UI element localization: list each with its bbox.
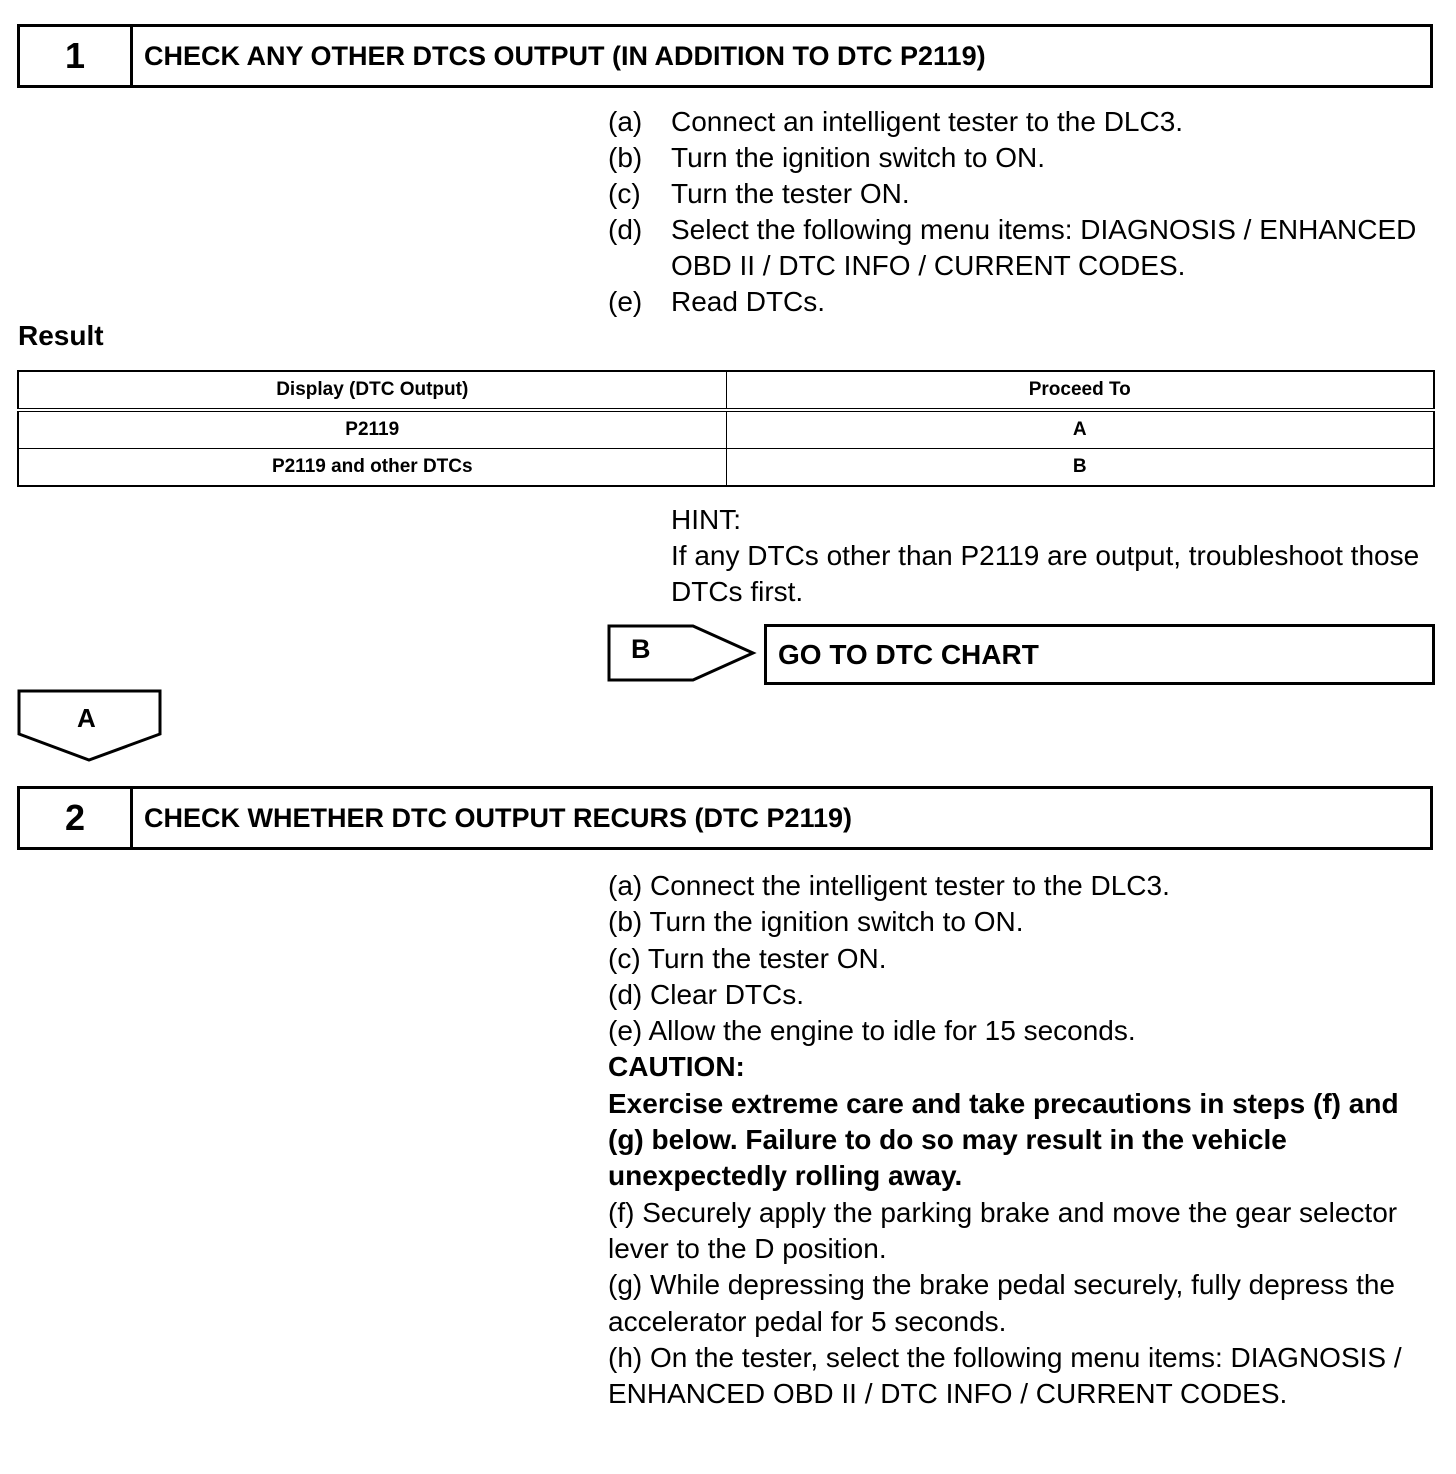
table-cell: P2119 bbox=[18, 410, 726, 449]
instruction-label: (a) bbox=[608, 106, 643, 137]
result-table bbox=[17, 370, 1435, 487]
instruction-line: (a) Connect the intelligent tester to the DLC3. bbox=[608, 870, 1170, 901]
table-row bbox=[18, 410, 1434, 449]
instruction-label: (d) bbox=[608, 214, 643, 245]
branch-b-letter: B bbox=[631, 634, 651, 664]
right-arrow-icon bbox=[607, 624, 757, 682]
branch-a-arrow bbox=[17, 689, 163, 763]
instruction-item bbox=[608, 176, 1438, 212]
caution-title: CAUTION: bbox=[608, 1051, 745, 1083]
step-1-instructions bbox=[608, 104, 1438, 320]
instruction-label: (c) bbox=[608, 178, 641, 209]
goto-dtc-chart-box: GO TO DTC CHART bbox=[764, 624, 1435, 685]
step-1-number: 1 bbox=[20, 27, 133, 85]
instruction-item bbox=[608, 212, 1438, 284]
instruction-line: (e) Allow the engine to idle for 15 seconds. bbox=[608, 1015, 1136, 1047]
step-2-number: 2 bbox=[20, 789, 133, 847]
table-cell: A bbox=[726, 410, 1434, 449]
table-header-display: Display (DTC Output) bbox=[18, 371, 726, 410]
hint-text: If any DTCs other than P2119 are output, troubleshoot those DTCs first. bbox=[671, 540, 1420, 607]
branch-a-letter: A bbox=[77, 703, 96, 733]
instruction-line: (f) Securely apply the parking brake and move the gear selector lever to the D position. bbox=[608, 1196, 1398, 1264]
table-cell: B bbox=[726, 449, 1434, 487]
instruction-item bbox=[608, 284, 1438, 320]
step-2-instructions bbox=[608, 868, 1438, 1412]
table-header-proceed: Proceed To bbox=[726, 371, 1434, 410]
instruction-item bbox=[608, 104, 1438, 140]
instruction-label: (e) bbox=[608, 286, 643, 317]
table-row bbox=[18, 449, 1434, 487]
instruction-text: Turn the tester ON. bbox=[671, 178, 910, 209]
instruction-label: (b) bbox=[608, 142, 643, 173]
branch-b-arrow bbox=[607, 624, 757, 682]
instruction-text: Connect an intelligent tester to the DLC3. bbox=[671, 106, 1184, 137]
instruction-item bbox=[608, 140, 1438, 176]
instruction-line: (g) While depressing the brake pedal securely, fully depress the accelerator pedal for 5 seconds. bbox=[608, 1269, 1395, 1337]
instruction-text: Turn the ignition switch to ON. bbox=[671, 142, 1046, 173]
instruction-line: (c) Turn the tester ON. bbox=[608, 942, 887, 974]
result-heading: Result bbox=[18, 320, 104, 351]
hint-block bbox=[671, 502, 1431, 610]
step-1-header bbox=[17, 24, 1433, 88]
hint-title: HINT: bbox=[671, 504, 741, 535]
step-2-title: CHECK WHETHER DTC OUTPUT RECURS (DTC P2119) bbox=[144, 802, 853, 833]
caution-text: Exercise extreme care and take precautions in steps (f) and (g) below. Failure to do so may result in the vehicle unexpectedly rolling away. bbox=[608, 1087, 1399, 1192]
table-header-row bbox=[18, 371, 1434, 410]
instruction-text: Select the following menu items: DIAGNOSIS / ENHANCED OBD II / DTC INFO / CURRENT CODES. bbox=[671, 214, 1417, 281]
step-1-title: CHECK ANY OTHER DTCS OUTPUT (IN ADDITION TO DTC P2119) bbox=[144, 40, 986, 71]
instruction-line: (h) On the tester, select the following menu items: DIAGNOSIS / ENHANCED OBD II / DTC INFO / CURRENT CODES. bbox=[608, 1341, 1402, 1410]
table-cell: P2119 and other DTCs bbox=[18, 449, 726, 487]
instruction-line: (d) Clear DTCs. bbox=[608, 978, 805, 1010]
instruction-line: (b) Turn the ignition switch to ON. bbox=[608, 906, 1024, 938]
instruction-text: Read DTCs. bbox=[671, 286, 826, 317]
step-2-header bbox=[17, 786, 1433, 850]
